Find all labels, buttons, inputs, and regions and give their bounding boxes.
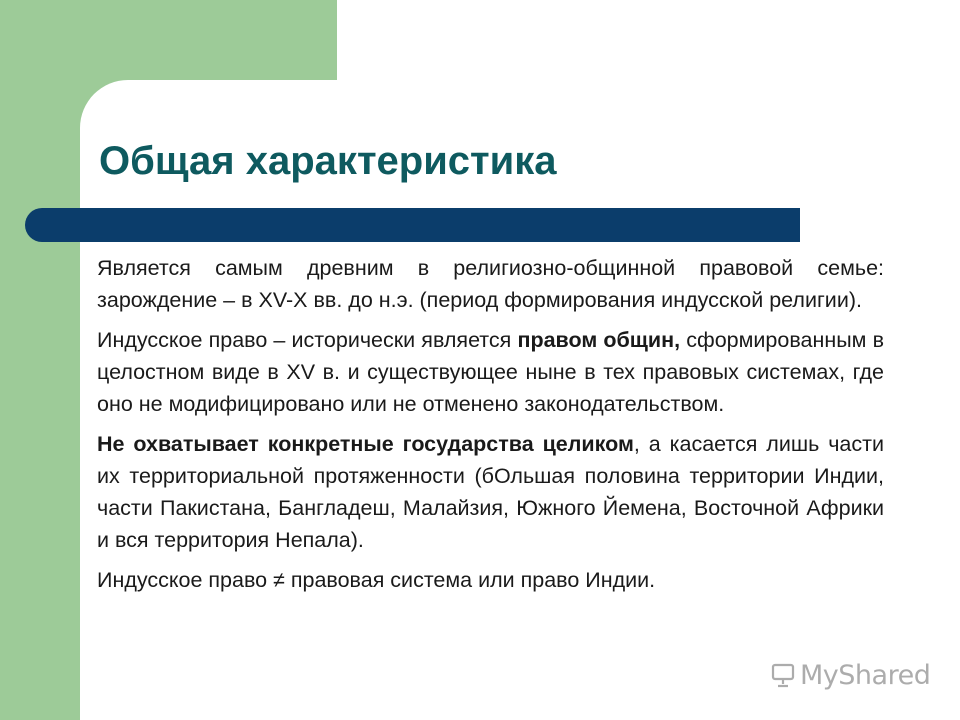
paragraph-2-post: сформированным в целостном виде в XV в. и существующее ныне в тех правовых системах, где оно не модифицировано или не отменено законодательством. (97, 328, 885, 416)
paragraph-3-post: , а касается лишь части их территориальной протяженности (бОльшая половина территории Индии, части Пакистана, Бангладеш, Малайзия, Южного Йемена, Восточной Африки и вся территория Непала). (97, 432, 884, 552)
title-divider-bar-end (786, 208, 800, 242)
title-divider-bar (25, 208, 800, 242)
paragraph-1 (97, 252, 884, 316)
paragraph-4 (97, 564, 884, 596)
paragraph-1-text: Является самым древним в религиозно-общинной правовой семье: зарождение – в XV-X вв. до н.э. (период формирования индусской религии). (97, 256, 884, 312)
paragraph-3-emphasis: Не охватывает конкретные государства целиком (97, 432, 634, 456)
paragraph-4-text: Индусское право ≠ правовая система или право Индии. (97, 568, 656, 592)
paragraph-2 (97, 324, 884, 420)
paragraph-2-emphasis: правом общин, (517, 328, 681, 352)
slide-body (97, 252, 884, 604)
paragraph-3 (97, 428, 884, 556)
watermark-text: MyShared (800, 659, 931, 691)
paragraph-2-pre: Индусское право – исторически является (97, 328, 518, 352)
slide-title: Общая характеристика (99, 139, 557, 183)
watermark (770, 657, 930, 693)
presentation-board-icon (770, 662, 796, 688)
